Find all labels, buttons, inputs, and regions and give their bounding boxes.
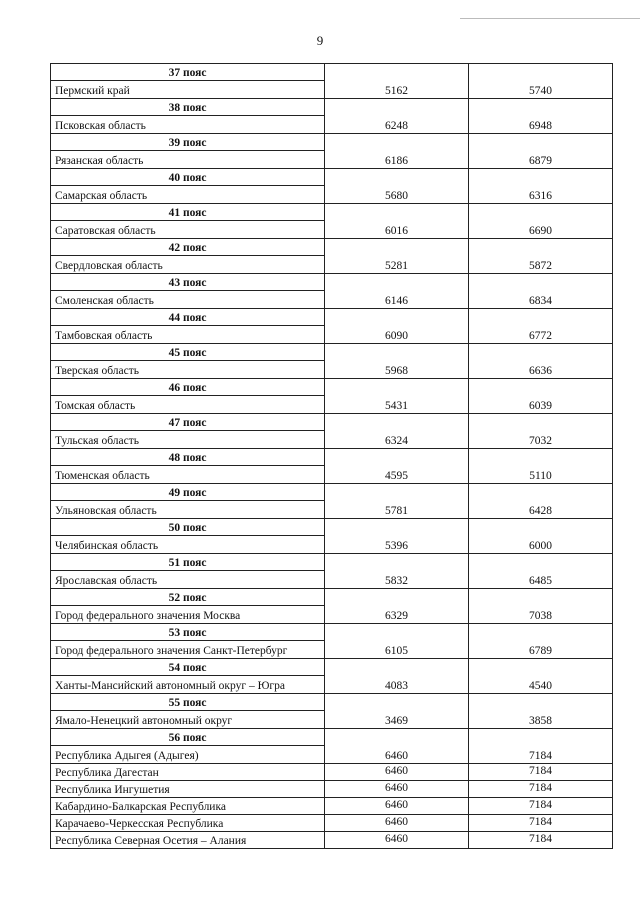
region-name: Республика Ингушетия	[51, 781, 325, 798]
zone-header-row	[51, 239, 613, 256]
value-2: 6428	[469, 501, 613, 519]
table-row	[51, 798, 613, 815]
zone-label: 47 пояс	[51, 414, 325, 431]
value-1: 5968	[325, 361, 469, 379]
table-row	[51, 396, 613, 414]
table-row	[51, 151, 613, 169]
page-number: 9	[316, 33, 324, 48]
zone-empty-cell	[325, 379, 469, 396]
table-row	[51, 641, 613, 659]
value-1: 6186	[325, 151, 469, 169]
region-name: Ямало-Ненецкий автономный округ	[51, 711, 325, 729]
value-1: 6248	[325, 116, 469, 134]
zone-empty-cell	[325, 484, 469, 501]
region-name: Ульяновская область	[51, 501, 325, 519]
zone-empty-cell	[325, 659, 469, 676]
value-1: 6460	[325, 764, 469, 781]
zone-label: 41 пояс	[51, 204, 325, 221]
zone-empty-cell	[469, 99, 613, 116]
zone-empty-cell	[469, 554, 613, 571]
zone-empty-cell	[469, 519, 613, 536]
zone-empty-cell	[325, 449, 469, 466]
region-name: Саратовская область	[51, 221, 325, 239]
zone-empty-cell	[469, 309, 613, 326]
value-1: 6460	[325, 781, 469, 798]
table-row	[51, 326, 613, 344]
value-2: 6485	[469, 571, 613, 589]
zone-empty-cell	[469, 239, 613, 256]
region-name: Томская область	[51, 396, 325, 414]
zone-header-row	[51, 344, 613, 361]
zone-label: 54 пояс	[51, 659, 325, 676]
zone-empty-cell	[469, 379, 613, 396]
region-name: Тюменская область	[51, 466, 325, 484]
value-1: 5431	[325, 396, 469, 414]
zone-header-row	[51, 659, 613, 676]
zone-header-row	[51, 519, 613, 536]
value-1: 5396	[325, 536, 469, 554]
table-row	[51, 361, 613, 379]
value-2: 6000	[469, 536, 613, 554]
zone-label: 45 пояс	[51, 344, 325, 361]
table-row	[51, 606, 613, 624]
zone-empty-cell	[469, 589, 613, 606]
value-1: 3469	[325, 711, 469, 729]
zone-empty-cell	[469, 694, 613, 711]
zone-label: 44 пояс	[51, 309, 325, 326]
table-row	[51, 764, 613, 781]
zone-header-row	[51, 414, 613, 431]
value-1: 6324	[325, 431, 469, 449]
table-row	[51, 536, 613, 554]
value-2: 6879	[469, 151, 613, 169]
value-2: 5740	[469, 81, 613, 99]
zone-empty-cell	[325, 239, 469, 256]
zone-header-row	[51, 379, 613, 396]
region-name: Кабардино-Балкарская Республика	[51, 798, 325, 815]
value-2: 7184	[469, 815, 613, 832]
zone-header-row	[51, 484, 613, 501]
value-1: 5832	[325, 571, 469, 589]
value-2: 6316	[469, 186, 613, 204]
region-name: Тверская область	[51, 361, 325, 379]
zone-label: 37 пояс	[51, 64, 325, 81]
zone-label: 53 пояс	[51, 624, 325, 641]
value-2: 6690	[469, 221, 613, 239]
region-name: Псковская область	[51, 116, 325, 134]
zone-header-row	[51, 309, 613, 326]
region-name: Город федерального значения Москва	[51, 606, 325, 624]
table-row	[51, 676, 613, 694]
value-2: 5872	[469, 256, 613, 274]
zone-header-row	[51, 134, 613, 151]
zone-empty-cell	[469, 624, 613, 641]
zone-label: 55 пояс	[51, 694, 325, 711]
zone-header-row	[51, 204, 613, 221]
region-name: Тамбовская область	[51, 326, 325, 344]
zone-header-row	[51, 99, 613, 116]
zone-label: 40 пояс	[51, 169, 325, 186]
table-row	[51, 116, 613, 134]
table-row	[51, 711, 613, 729]
zone-label: 43 пояс	[51, 274, 325, 291]
zone-empty-cell	[469, 484, 613, 501]
value-1: 6090	[325, 326, 469, 344]
table-row	[51, 466, 613, 484]
zone-header-row	[51, 64, 613, 81]
value-2: 5110	[469, 466, 613, 484]
region-name: Ярославская область	[51, 571, 325, 589]
zone-empty-cell	[325, 414, 469, 431]
value-2: 7038	[469, 606, 613, 624]
table-row	[51, 501, 613, 519]
table-row	[51, 746, 613, 764]
zone-label: 49 пояс	[51, 484, 325, 501]
zone-empty-cell	[325, 169, 469, 186]
region-name: Город федерального значения Санкт-Петербург	[51, 641, 325, 659]
value-2: 6948	[469, 116, 613, 134]
value-1: 4083	[325, 676, 469, 694]
zone-empty-cell	[325, 729, 469, 746]
zone-label: 56 пояс	[51, 729, 325, 746]
region-name: Республика Северная Осетия – Алания	[51, 832, 325, 849]
zone-header-row	[51, 729, 613, 746]
value-1: 6329	[325, 606, 469, 624]
region-name: Самарская область	[51, 186, 325, 204]
zone-label: 42 пояс	[51, 239, 325, 256]
value-2: 6789	[469, 641, 613, 659]
zone-empty-cell	[469, 64, 613, 81]
region-name: Тульская область	[51, 431, 325, 449]
value-1: 6460	[325, 815, 469, 832]
region-name: Ханты-Мансийский автономный округ – Югра	[51, 676, 325, 694]
value-2: 7032	[469, 431, 613, 449]
zone-empty-cell	[325, 519, 469, 536]
region-name: Пермский край	[51, 81, 325, 99]
value-1: 5680	[325, 186, 469, 204]
zone-empty-cell	[469, 414, 613, 431]
value-1: 4595	[325, 466, 469, 484]
table-row	[51, 256, 613, 274]
region-name: Рязанская область	[51, 151, 325, 169]
table-row	[51, 571, 613, 589]
zone-empty-cell	[325, 64, 469, 81]
zone-label: 52 пояс	[51, 589, 325, 606]
zone-empty-cell	[469, 344, 613, 361]
table-row	[51, 186, 613, 204]
zone-empty-cell	[469, 449, 613, 466]
table-row	[51, 291, 613, 309]
zone-empty-cell	[325, 589, 469, 606]
value-2: 6039	[469, 396, 613, 414]
value-1: 5781	[325, 501, 469, 519]
value-2: 6772	[469, 326, 613, 344]
tariff-table	[50, 63, 613, 849]
zone-label: 46 пояс	[51, 379, 325, 396]
value-1: 6146	[325, 291, 469, 309]
value-1: 5281	[325, 256, 469, 274]
zone-header-row	[51, 554, 613, 571]
table-row	[51, 781, 613, 798]
zone-empty-cell	[325, 344, 469, 361]
value-1: 6460	[325, 746, 469, 764]
zone-header-row	[51, 449, 613, 466]
value-1: 5162	[325, 81, 469, 99]
zone-label: 48 пояс	[51, 449, 325, 466]
zone-header-row	[51, 624, 613, 641]
region-name: Свердловская область	[51, 256, 325, 274]
value-2: 6636	[469, 361, 613, 379]
zone-empty-cell	[325, 309, 469, 326]
region-name: Челябинская область	[51, 536, 325, 554]
zone-empty-cell	[469, 274, 613, 291]
zone-label: 39 пояс	[51, 134, 325, 151]
value-1: 6460	[325, 832, 469, 849]
zone-empty-cell	[325, 204, 469, 221]
region-name: Смоленская область	[51, 291, 325, 309]
table-row	[51, 832, 613, 849]
value-1: 6016	[325, 221, 469, 239]
value-2: 6834	[469, 291, 613, 309]
zone-label: 38 пояс	[51, 99, 325, 116]
value-2: 7184	[469, 798, 613, 815]
table-row	[51, 221, 613, 239]
value-2: 7184	[469, 746, 613, 764]
zone-header-row	[51, 274, 613, 291]
zone-empty-cell	[469, 659, 613, 676]
zone-empty-cell	[325, 99, 469, 116]
value-1: 6460	[325, 798, 469, 815]
zone-empty-cell	[469, 729, 613, 746]
zone-label: 51 пояс	[51, 554, 325, 571]
zone-header-row	[51, 694, 613, 711]
zone-label: 50 пояс	[51, 519, 325, 536]
zone-empty-cell	[325, 624, 469, 641]
zone-empty-cell	[469, 204, 613, 221]
header-rule	[460, 18, 640, 19]
zone-empty-cell	[325, 274, 469, 291]
zone-empty-cell	[469, 134, 613, 151]
table-row	[51, 431, 613, 449]
region-name: Республика Адыгея (Адыгея)	[51, 746, 325, 764]
table-row	[51, 815, 613, 832]
region-name: Карачаево-Черкесская Республика	[51, 815, 325, 832]
zone-empty-cell	[325, 554, 469, 571]
table-row	[51, 81, 613, 99]
value-2: 4540	[469, 676, 613, 694]
tariff-table-body	[51, 64, 613, 849]
value-2: 7184	[469, 832, 613, 849]
zone-empty-cell	[469, 169, 613, 186]
zone-empty-cell	[325, 134, 469, 151]
zone-header-row	[51, 169, 613, 186]
value-2: 7184	[469, 764, 613, 781]
value-2: 7184	[469, 781, 613, 798]
zone-empty-cell	[325, 694, 469, 711]
region-name: Республика Дагестан	[51, 764, 325, 781]
value-2: 3858	[469, 711, 613, 729]
zone-header-row	[51, 589, 613, 606]
value-1: 6105	[325, 641, 469, 659]
